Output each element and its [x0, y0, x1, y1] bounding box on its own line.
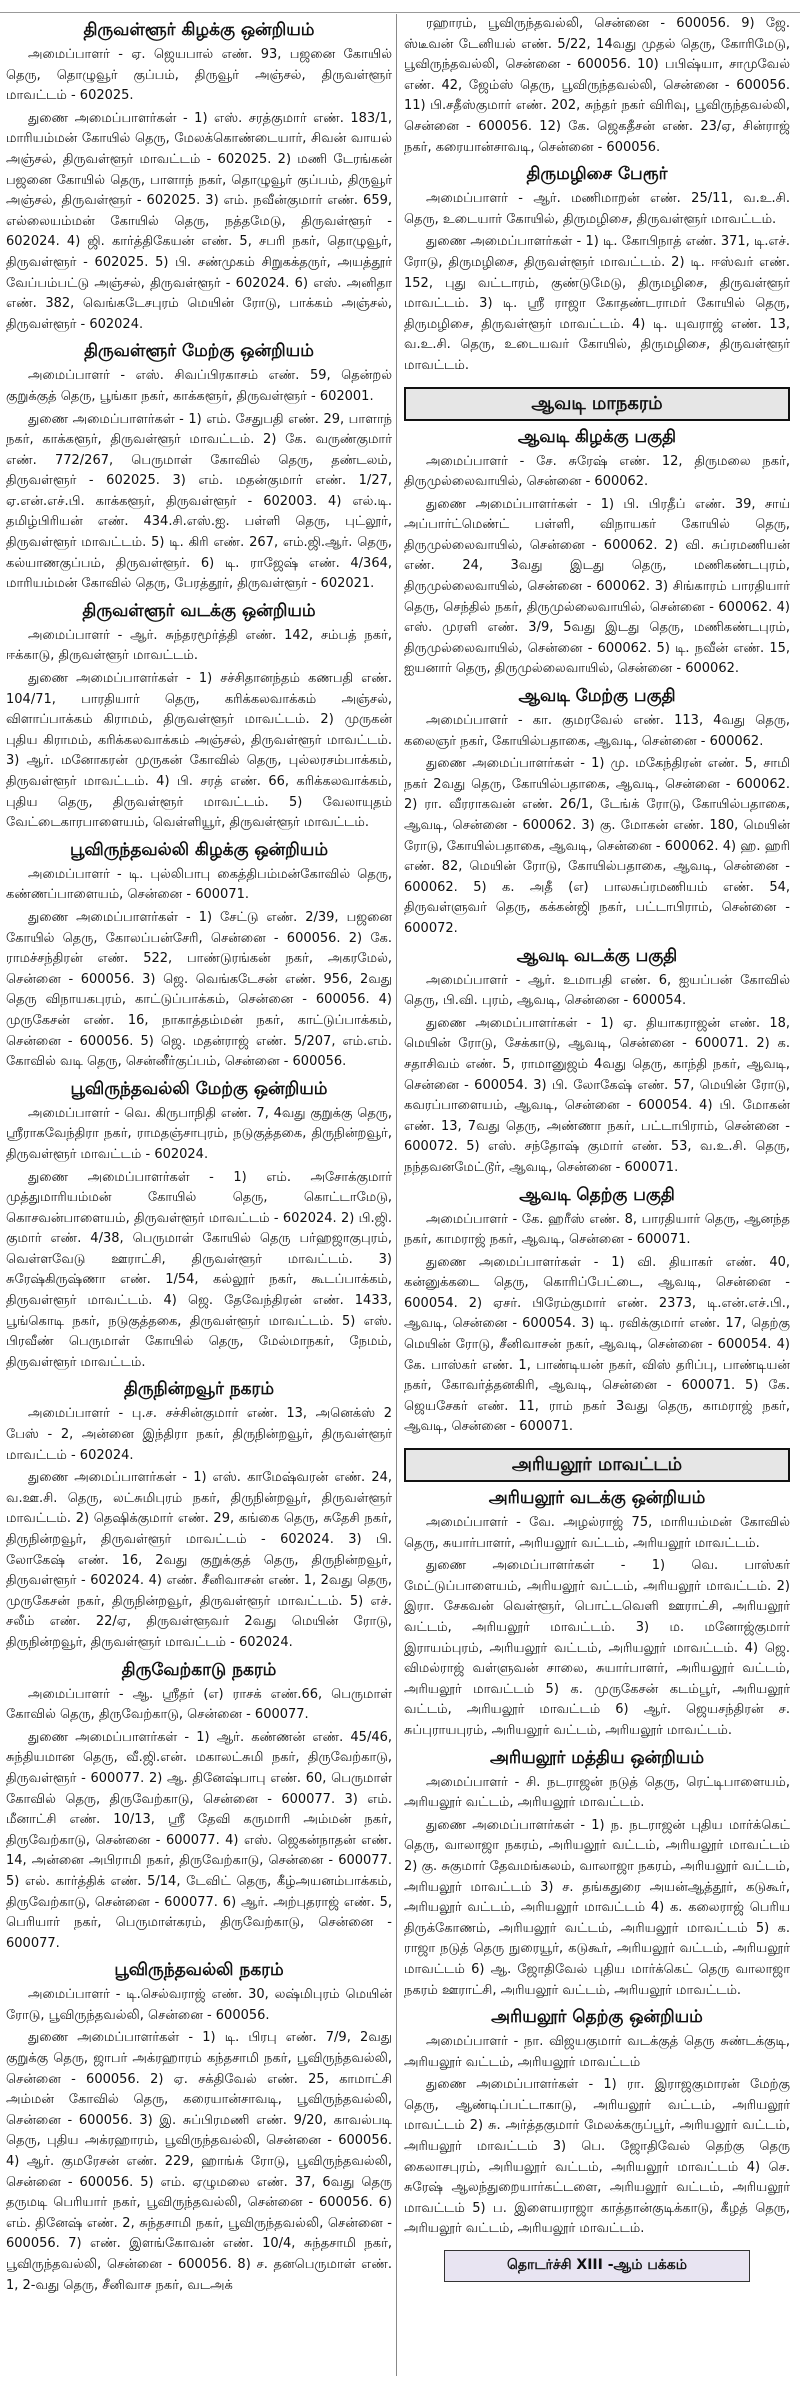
section — [404, 164, 790, 376]
organizer-paragraph: அமைப்பாளர் - வெ. கிருபாநிதி எண். 7, 4வது குறுக்கு தெரு, ஸ்ரீராகவேந்திரா நகர், ராமதஞ்சாபுரம், நடுகுத்தகை, திருநின்றவூர், திருவள்ளூர் மாவட்டம் - 602024. — [6, 1105, 392, 1162]
section — [404, 1488, 790, 1742]
member-paragraph: துணை அமைப்பாளர்கள் - 1) சச்சிதானந்தம் கணபதி எண். 104/71, பாரதியார் தெரு, கரிக்கலவாக்கம் அஞ்சல், விளாப்பாக்கம் கிராமம், திருவள்ளூர் மாவட்டம். 2) முருகன் புதிய கிராமம், கரிக்கலவாக்கம் அஞ்சல், திருவள்ளூர் மாவட்டம். 3) ஆர். மனோகரன் முருகன் கோவில் தெரு, புல்லரசம்பாக்கம், திருவள்ளூர் மாவட்டம். 4) பி. சரத் எண். 66, கரிக்கலவாக்கம், புதிய தெரு, திருவள்ளூர் மாவட்டம். 5) வேலாயுதம் வேட்டைகாரபாளையம், வெள்ளியூர், திருவள்ளூர் மாவட்டம். — [6, 671, 392, 831]
section-title: ஆவடி கிழக்கு பகுதி — [517, 426, 677, 447]
member-paragraph: துணை அமைப்பாளர்கள் - 1) வெ. பாஸ்கர் மேட்டுப்பாளையம், அரியலூர் வட்டம், அரியலூர் மாவட்டம். 2) இரா. சேகவன் வெள்ளூர், பொட்டவெளி ஊராட்சி, அரியலூர் வட்டம், அரியலூர் மாவட்டம். 3) ம. மனோஜ்குமார் இராயம்புரம், அரியலூர் வட்டம், அரியலூர் மாவட்டம். 4) ஜெ. விமல்ராஜ் வள்ளுவன் சாலை, சுயார்பாளர், அரியலூர் வட்டம், அரியலூர் மாவட்டம் 5) க. முருகேசன் கடம்பூர், அரியலூர் வட்டம், அரியலூர் மாவட்டம் 6) ஆர். ஜெயசந்திரன் ச. சுப்புராயபுரம், அரியலூர் வட்டம், அரியலூர் மாவட்டம். — [404, 1558, 790, 1738]
member-paragraph: துணை அமைப்பாளர்கள் - 1) எஸ். காமேஷ்வரன் எண். 24, வ.ஊ.சி. தெரு, லட்சுமிபுரம் நகர், திருநின்றவூர், திருவள்ளூர் மாவட்டம். 2) தெஷிக்குமார் எண். 29, கங்கை தெரு, சுதேசி நகர், திருநின்றவூர், திருவள்ளூர் மாவட்டம் - 602024. 3) பி. லோகேஷ் எண். 16, 2வது குறுக்குத் தெரு, திருநின்றவூர், திருவள்ளூர் - 602024. 4) எண். சீனிவாசன் எண். 1, 2வது தெரு, முருகேசன் நகர், திருநின்றவூர், திருவள்ளூர் மாவட்டம். 5) எச். சலீம் எண். 22/ஏ, திருவள்ளூவர் 2வது மெயின் ரோடு, திருநின்றவூர், திருவள்ளூர் மாவட்டம் - 602024. — [6, 1470, 392, 1650]
section — [6, 1379, 392, 1653]
section — [404, 1185, 790, 1439]
section — [404, 2007, 790, 2240]
section-title: அரியலூர் வடக்கு ஒன்றியம் — [488, 1488, 706, 1509]
right-top-sections — [404, 14, 790, 377]
section — [6, 20, 392, 335]
section — [6, 1660, 392, 1955]
organizer-paragraph: அமைப்பாளர் - சி. நடராஜன் நடுத் தெரு, ரெட்டிபாளையம், அரியலூர் வட்டம், அரியலூர் மாவட்டம். — [404, 1774, 790, 1811]
organizer-paragraph: அமைப்பாளர் - ஆர். மணிமாறன் எண். 25/11, வ.உ.சி. தெரு, உடையார் கோயில், திருமழிசை, திருவள்ளூர் மாவட்டம். — [404, 191, 790, 227]
member-paragraph: துணை அமைப்பாளர்கள் - 1) பி. பிரதீப் எண். 39, சாய் அப்பார்ட்மெண்ட் பள்ளி, விநாயகர் கோயில் தெரு, திருமுல்லைவாயில், சென்னை - 600062. 2) வி. சுப்ரமணியன் எண். 24, 3வது இடது தெரு, மணிகண்டபுரம், திருமுல்லைவாயில், சென்னை - 600062. 3) சிங்காரம் பாரதியார் தெரு, செந்தில் நகர், திருமுல்லைவாயில், சென்னை - 600062. 4) எஸ். முரளி எண். 3/9, 5வது இடது தெரு, மணிகண்டபுரம், திருமுல்லைவாயில், சென்னை - 600062. 5) டி. நவீன் எண். 15, ஐயனார் தெரு, திருமுல்லைவாயில், சென்னை - 600062. — [404, 496, 790, 677]
section-title: பூவிருந்தவல்லி மேற்கு ஒன்றியம் — [70, 1078, 328, 1099]
section-title: அரியலூர் தெற்கு ஒன்றியம் — [491, 2007, 703, 2028]
member-paragraph: துணை அமைப்பாளர்கள் - 1) மு. மகேந்திரன் எண். 5, சாமி நகர் 2வது தெரு, கோயில்பதாகை, ஆவடி, சென்னை - 600062. 2) ரா. வீரராகவன் எண். 26/1, டேங்க் ரோடு, கோயில்பதாகை, ஆவடி, சென்னை - 600062. 3) கு. மோகன் எண். 180, மெயின் ரோடு, கோயில்பதாகை, ஆவடி, சென்னை - 600062. 4) ஹ. ஹரி எண். 82, மெயின் ரோடு, கோயில்பதாகை, ஆவடி, சென்னை - 600062. 5) க. அதீ (எ) பாலசுப்ரமணியம் எண். 54, திருவள்ளுவர் தெரு, கக்கன்ஜி நகர், பட்டாபிராம், சென்னை - 600072. — [404, 756, 790, 936]
organizer-paragraph: அமைப்பாளர் - வே. அழல்ராஜ் 75, மாரியம்மன் கோவில் தெரு, சுயார்பாளர், அரியலூர் வட்டம், அரியலூர் மாவட்டம். — [404, 1515, 790, 1551]
section-title: ஆவடி வடக்கு பகுதி — [516, 945, 678, 966]
ariyalur-sections — [404, 1488, 790, 2240]
section — [404, 427, 790, 681]
section — [404, 946, 790, 1179]
column-divider — [396, 14, 397, 2376]
member-paragraph: துணை அமைப்பாளர்கள் - 1) வி. தியாகர் எண். 40, கன்னுக்கடை தெரு, கொரிப்பேட்டை, ஆவடி, சென்னை - 600054. 2) ஏசர். பிரேம்குமார் எண். 2373, டி.என்.எச்.பி., ஆவடி, சென்னை - 600054. 3) டி. ரவிக்குமார் எண். 17, தெற்கு மெயின் ரோடு, சீனிவாசன் நகர், ஆவடி, சென்னை - 600054. 4) கே. பாஸ்கர் எண். 1, பாண்டியன் நகர், விஸ் தரிப்பு, பாண்டியன் நகர், கோவர்த்தனகிரி, ஆவடி, சென்னை - 600071. 5) கே. ஜெயசேகர் எண். 11, ராம் நகர் 3வது தெரு, காமராஜ் நகர், ஆவடி, சென்னை - 600071. — [404, 1254, 790, 1435]
section-title: ஆவடி மேற்கு பகுதி — [518, 686, 676, 707]
organizer-paragraph: அமைப்பாளர் - ஆர். உமாபதி எண். 6, ஐயப்பன் கோவில் தெரு, பி.வி. புரம், ஆவடி, சென்னை - 600054. — [404, 972, 790, 1009]
organizer-paragraph: அமைப்பாளர் - பு.ச. சச்சின்குமார் எண். 13, அனெக்ஸ் 2 பேஸ் - 2, அன்னை இந்திரா நகர், திருநின்றவூர், திருவள்ளூர் மாவட்டம் - 602024. — [6, 1406, 392, 1463]
section-title: திருமழிசை பேரூர் — [526, 164, 668, 185]
member-paragraph: துணை அமைப்பாளர்கள் - 1) எம். சேதுபதி எண். 29, பாளாந் நகர், காக்களூர், திருவள்ளூர் மாவட்டம். 2) கே. வருண்குமார் எண். 772/267, பெருமாள் கோவில் தெரு, தண்டலம், திருவள்ளூர் - 602025. 3) எம். மதன்குமார் எண். 1/27, ஏ.என்.எச்.பி. காக்களூர், திருவள்ளூர் - 602003. 4) எல்.டி. தமிழ்பிரியன் எண். 434.சி.எஸ்.ஐ. பள்ளி தெரு, புட்லூர், திருவள்ளூர் மாவட்டம். 5) டி. கிரி எண். 267, எம்.ஜி.ஆர். தெரு, கல்யாணகுப்பம், திருவள்ளூர். 6) டி. ராஜேஷ் எண். 4/364, மாரியம்மன் கோவில் தெரு, பேரத்தூர், திருவள்ளூர் - 602021. — [6, 411, 392, 592]
organizer-paragraph: அமைப்பாளர் - டி. புல்லிபாபு கைத்திபம்மன்கோவில் தெரு, கண்ணப்பாளையம், சென்னை - 600071. — [6, 866, 392, 903]
ariyalur-heading: அரியலூர் மாவட்டம் — [404, 1448, 790, 1482]
section — [6, 601, 392, 834]
section-title: அரியலூர் மத்திய ஒன்றியம் — [489, 1747, 705, 1768]
organizer-paragraph: அமைப்பாளர் - ஆர். சுந்தரமூர்த்தி எண். 142, சம்பத் நகர், ஈக்காடு, திருவள்ளூர் மாவட்டம். — [6, 627, 392, 664]
section-title: பூவிருந்தவல்லி நகரம் — [114, 1960, 284, 1981]
member-paragraph: துணை அமைப்பாளர்கள் - 1) ரா. இராஜகுமாரன் மேற்கு தெரு, ஆண்டிப்பட்டாகாடு, அரியலூர் வட்டம், அரியலூர் மாவட்டம் 2) சு. அர்த்தகுமார் மேலக்கருப்பூர், அரியலூர் வட்டம், அரியலூர் மாவட்டம் 3) பெ. ஜோதிவேல் தெற்கு தெரு கைலாசபுரம், அரியலூர் வட்டம், அரியலூர் மாவட்டம் 4) செ. சுரேஷ் ஆலந்துறையார்கட்டளை, அரியலூர் வட்டம், அரியலூர் மாவட்டம் 5) ப. இளையராஜா காத்தான்குடிக்காடு, கீழத் தெரு, அரியலூர் வட்டம், அரியலூர் மாவட்டம். — [404, 2077, 790, 2237]
section — [6, 840, 392, 1073]
organizer-paragraph: அமைப்பாளர் - ஆ. ஸ்ரீதர் (எ) ராசக் எண்.66, பெருமாள் கோவில் தெரு, திருவேற்காடு, சென்னை - 600077. — [6, 1686, 392, 1723]
left-column — [6, 14, 392, 2302]
organizer-paragraph: அமைப்பாளர் - கா. குமரவேல் எண். 113, 4வது தெரு, கலைஞர் நகர், கோயில்பதாகை, ஆவடி, சென்னை - 600062. — [404, 713, 790, 749]
section — [404, 1748, 790, 2002]
member-paragraph: துணை அமைப்பாளர்கள் - 1) எஸ். சரத்குமார் எண். 183/1, மாரியம்மன் கோயில் தெரு, மேலக்கொண்டையார், சிவன் வாயல் அஞ்சல், திருவள்ளூர் மாவட்டம் - 602025. 2) மணி டேரங்கன் பஜனை கோயில் தெரு, பாளாந் நகர், தொழுவூர் குப்பம், திருவூர் அஞ்சல், திருவள்ளூர் - 602025. 3) எம். நவீன்குமார் எண். 659, எல்லையம்மன் கோயில் தெரு, நத்தமேடு, திருவள்ளூர் - 602024. 4) ஜி. கார்த்திகேயன் எண். 5, சபரி நகர், தொழுவூர், திருவள்ளூர் - 602025. 5) பி. சண்முகம் சிறுகக்தருர், அயத்தூர் வேப்பம்பட்டு அஞ்சல், திருவள்ளூர் - 602024. 6) எஸ். அனிதா எண். 382, வெங்கடேசபுரம் மெயின் ரோடு, பாக்கம் அஞ்சல், திருவள்ளூர் - 602024. — [6, 110, 392, 332]
organizer-paragraph: அமைப்பாளர் - கே. ஹரீஸ் எண். 8, பாரதியார் தெரு, ஆனந்த நகர், காமராஜ் நகர், ஆவடி, சென்னை - 600071. — [404, 1211, 790, 1248]
member-paragraph: துணை அமைப்பாளர்கள் - 1) ஆர். கண்ணன் எண். 45/46, சுந்தியமான தெரு, வீ.ஜி.என். மகாலட்சுமி நகர், திருவேற்காடு, திருவள்ளூர் - 600077. 2) ஆ. தினேஷ்பாபு எண். 60, பெருமாள் கோவில் தெரு, திருவேற்காடு, சென்னை - 600077. 3) எம். மீனாட்சி எண். 10/13, ஸ்ரீ தேவி கருமாரி அம்மன் நகர், திருவேற்காடு, சென்னை - 600077. 4) எஸ். ஜெகன்நாதன் எண். 14, அன்னை அபிராமி நகர், திருவேற்காடு, சென்னை - 600077. 5) எல். கார்த்திக் எண். 5/14, டேவிட் தெரு, கீழ்அயனம்பாக்கம், திருவேற்காடு, சென்னை - 600077. 6) ஆர். அற்புதராஜ் எண். 5, பெரியார் நகர், பெருமாள்கரம், திருவேற்காடு, சென்னை - 600077. — [6, 1729, 392, 1951]
member-paragraph: துணை அமைப்பாளர்கள் - 1) ந. நடராஜன் புதிய மார்க்கெட் தெரு, வாலாஜா நகரம், அரியலூர் வட்டம், அரியலூர் மாவட்டம் 2) கு. சுகுமார் தேவமங்கலம், வாலாஜா நகரம், அரியலூர் வட்டம், அரியலூர் மாவட்டம் 3) ச. தங்கதுரை அயன்ஆத்தூர், கடுகூர், அரியலூர் வட்டம், அரியலூர் மாவட்டம் 4) க. கலைராஜ் பெரிய திருக்கோணம், அரியலூர் வட்டம், அரியலூர் மாவட்டம் 5) க. ராஜா நடுத் தெரு நுரையூர், கடுகூர், அரியலூர் வட்டம், அரியலூர் மாவட்டம் 6) ஆ. ஜோதிவேல் புதிய மார்க்கெட் தெரு வாலாஜா நகரம் ஊராட்சி, அரியலூர் வட்டம், அரியலூர் மாவட்டம். — [404, 1817, 790, 1998]
section-title: ஆவடி தெற்கு பகுதி — [519, 1184, 675, 1205]
section — [404, 14, 790, 158]
section — [404, 686, 790, 940]
section-title: திருவள்ளூர் மேற்கு ஒன்றியம் — [84, 341, 314, 362]
member-paragraph: துணை அமைப்பாளர்கள் - 1) டி. கோபிநாத் எண். 371, டி.எச். ரோடு, திருமழிசை, திருவள்ளூர் மாவட்டம். 2) டி. ஈஸ்வர் எண். 152, புது வட்டாரம், குண்டுமேடு, திருமழிசை, திருவள்ளூர் மாவட்டம். 3) டி. ஸ்ரீ ராஜா கோதண்டராமர் கோயில் தெரு, திருமழிசை, திருவள்ளூர் மாவட்டம். 4) டி. யுவராஜ் எண். 13, வ.உ.சி. தெரு, உடையவர் கோயில், திருமழிசை, திருவள்ளூர் மாவட்டம். — [404, 234, 790, 373]
organizer-paragraph: அமைப்பாளர் - ஏ. ஜெயபால் எண். 93, பஜனை கோயில் தெரு, தொழுவூர் குப்பம், திருவூர் அஞ்சல், திருவள்ளூர் மாவட்டம் - 602025. — [6, 47, 392, 104]
member-paragraph: துணை அமைப்பாளர்கள் - 1) எம். அசோக்குமார் முத்துமாரியம்மன் கோயில் தெரு, கொட்டாமேடு, கொசவன்பாளையம், திருவள்ளூர் மாவட்டம் - 602024. 2) பி.ஜி. குமார் எண். 4/38, பெருமாள் கோயில் தெரு பர்ஹஜாகுபுரம், வெள்ளவேடு ஊராட்சி, திருவள்ளூர் மாவட்டம். 3) சுரேஷ்கிருஷ்ணா எண். 1/54, கல்லூர் நகர், கூடப்பாக்கம், திருவள்ளூர் மாவட்டம். 4) ஜெ. தேவேந்திரன் எண். 1433, பூங்கொடி நகர், நடுகுத்தகை, திருவள்ளூர் மாவட்டம். 5) எஸ். பிரவீண் பெருமாள் கோயில் தெரு, மேல்மாநகர், நேமம், திருவள்ளூர் மாவட்டம். — [6, 1169, 392, 1370]
organizer-paragraph: அமைப்பாளர் - சே. சுரேஷ் எண். 12, திருமலை நகர், திருமுல்லைவாயில், சென்னை - 600062. — [404, 453, 790, 490]
section — [6, 341, 392, 595]
organizer-paragraph: அமைப்பாளர் - எஸ். சிவப்பிரகாசம் எண். 59, தென்றல் குறுக்குத் தெரு, பூங்கா நகர், காக்களூர், திருவள்ளூர் - 602001. — [6, 368, 392, 404]
right-column — [404, 14, 790, 2282]
section-title: திருவள்ளூர் வடக்கு ஒன்றியம் — [82, 600, 316, 621]
section-title: திருவேற்காடு நகரம் — [121, 1659, 277, 1680]
section — [6, 1960, 392, 2296]
organizer-paragraph: அமைப்பாளர் - டி.செல்வராஜ் எண். 30, லஷ்மிபுரம் மெயின் ரோடு, பூவிருந்தவல்லி, சென்னை - 600056. — [6, 1987, 392, 2023]
avadi-sections — [404, 427, 790, 1439]
continuation-note: தொடர்ச்சி XIII -ஆம் பக்கம் — [444, 2250, 750, 2282]
member-paragraph: துணை அமைப்பாளர்கள் - 1) டி. பிரபு எண். 7/9, 2வது குறுக்கு தெரு, ஜாபர் அக்ரஹாரம் கந்தசாமி நகர், பூவிருந்தவல்லி, சென்னை - 600056. 2) ஏ. சக்திவேல் எண். 25, காமாட்சி அம்மன் கோவில் தெரு, கரையான்சாவடி, பூவிருந்தவல்லி, சென்னை - 600056. 3) இ. சுப்பிரமணி எண். 9/20, காவல்படி தெரு, புதிய அக்ரஹாரம், பூவிருந்தவல்லி, சென்னை - 600056. 4) ஆர். குமரேசன் எண். 229, ஹாங்க் ரோடு, பூவிருந்தவல்லி, சென்னை - 600056. 5) எம். ஏழுமலை எண். 37, 6வது தெரு தருமடி பெரியார் நகர், பூவிருந்தவல்லி, சென்னை - 600056. 6) எம். தினேஷ் எண். 2, சுந்தசாமி நகர், பூவிருந்தவல்லி, சென்னை - 600056. 7) எண். இளங்கோவன் எண். 10/4, சுந்தசாமி நகர், பூவிருந்தவல்லி, சென்னை - 600056. 8) ச. தனபெருமாள் எண். 1, 2-வது தெரு, சீனிவாச நகர், வடஅக் — [6, 2030, 392, 2293]
avadi-heading: ஆவடி மாநகரம் — [404, 387, 790, 421]
section-title: பூவிருந்தவல்லி கிழக்கு ஒன்றியம் — [69, 839, 329, 860]
organizer-paragraph: அமைப்பாளர் - நா. விஜயகுமார் வடக்குத் தெரு சுண்டக்குடி, அரியலூர் வட்டம், அரியலூர் மாவட்டம் — [404, 2034, 790, 2070]
section-title: திருவள்ளூர் கிழக்கு ஒன்றியம் — [83, 20, 315, 40]
member-paragraph: துணை அமைப்பாளர்கள் - 1) ஏ. தியாகராஜன் எண். 18, மெயின் ரோடு, சேக்காடு, ஆவடி, சென்னை - 600071. 2) க. சதாசிவம் எண். 5, ராமானுஜம் 4வது தெரு, காந்தி நகர், ஆவடி, சென்னை - 600054. 3) பி. லோகேஷ் எண். 57, மெயின் ரோடு, கவரப்பாளையம், ஆவடி, சென்னை - 600054. 4) பி. மோகன் எண். 13, 7வது தெரு, அண்ணா நகர், பட்டாபிராம், சென்னை - 600072. 5) எஸ். சந்தோஷ் குமார் எண். 53, வ.உ.சி. தெரு, நந்தவனமேட்டூர், ஆவடி, சென்னை - 600071. — [404, 1015, 790, 1175]
section — [6, 1079, 392, 1374]
top-strip — [0, 0, 800, 13]
member-paragraph: ரஹாரம், பூவிருந்தவல்லி, சென்னை - 600056. 9) ஜே. ஸ்டீவன் டேனியல் எண். 5/22, 14வது முதல் தெரு, கோரிமேடு, பூவிருந்தவல்லி, சென்னை - 600056. 10) பபிஷ்யா, சாமுவேல் எண். 42, ஜேம்ஸ் தெரு, பூவிருந்தவல்லி, சென்னை - 600056. 11) பி.சதீஸ்குமார் எண். 202, சுந்தர் நகர் விரிவு, பூவிருந்தவல்லி, சென்னை - 600056. 12) கே. ஜெகதீசன் எண். 23/ஏ, சின்ராஜ் நகர், கரையான்சாவடி, சென்னை - 600056. — [404, 16, 790, 155]
section-title: திருநின்றவூர் நகரம் — [123, 1379, 275, 1400]
member-paragraph: துணை அமைப்பாளர்கள் - 1) சேட்டு எண். 2/39, பஜனை கோயில் தெரு, கோலப்பன்சேரி, சென்னை - 600056. 2) கே. ராமச்சந்திரன் எண். 522, பாண்டுரங்கன் நகர், அகரமேல், சென்னை - 600056. 3) ஜெ. வெங்கடேசன் எண். 956, 2வது தெரு விநாயகபுரம், காட்டுப்பாக்கம், சென்னை - 600056. 4) முருகேசன் எண். 16, நாகாத்தம்மன் நகர், காட்டுப்பாக்கம், சென்னை - 600056. 5) ஜெ. மதன்ராஜ் எண். 5/207, எம்.எம். கோவில் வடி தெரு, சென்னீர்குப்பம், சென்னை - 600056. — [6, 909, 392, 1070]
